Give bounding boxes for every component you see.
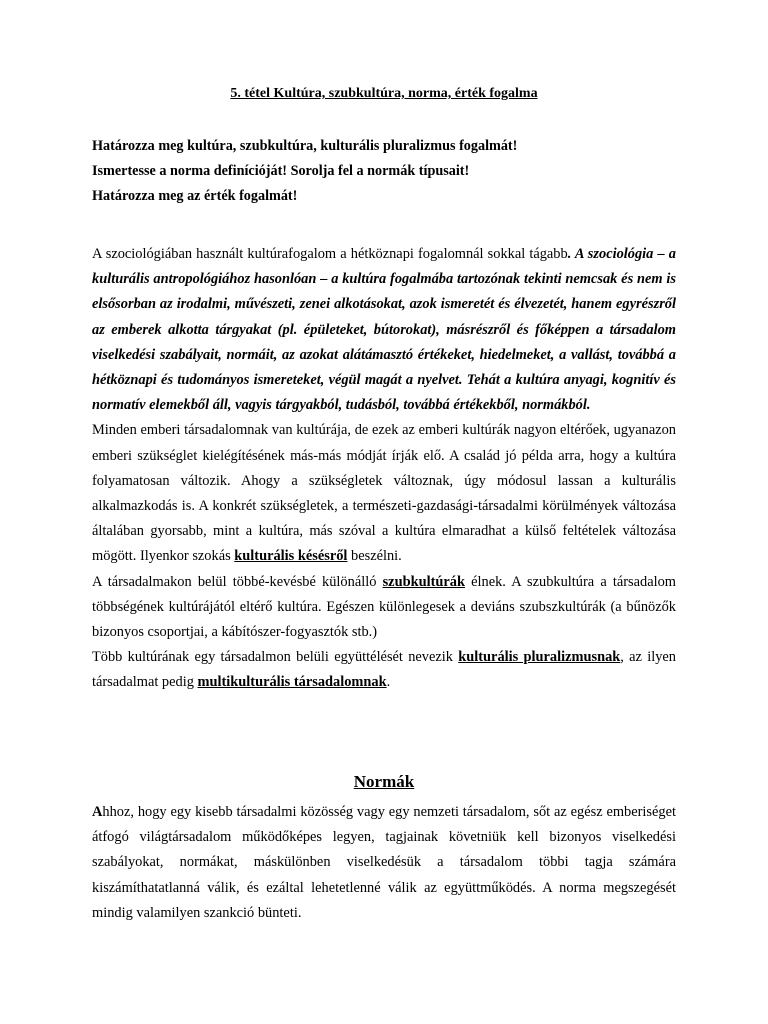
paragraph-text: hhoz, hogy egy kisebb társadalmi közösség vagy egy nemzeti társadalom, sőt az egész emberiséget átfogó világtársadalom működőképes legyen, tagjainak követniük kell bizonyos viselkedési szabályokat, normákat, máskülönben viselkedésük a társadalom többi tagja számára kiszámíthatatlanná válik, és ezáltal lehetetlenné válik az együttműködés. A norma megszegését mindig valamilyen szankció bünteti. <box>92 804 676 921</box>
section-heading-norms: Normák <box>353 772 415 791</box>
norms-section <box>92 800 676 926</box>
paragraph-tail: . <box>386 674 391 691</box>
culture-section <box>92 242 676 696</box>
paragraph-tail: élnek. A szubkultúra a társadalom többségének kultúrájától eltérő kultúra. Egészen különlegesek a deviáns szubszkultúrák (a bűnözők bizonyos csoportjai, a kábítószer-fogyasztók stb.) <box>92 573 677 641</box>
paragraph-text: Több kultúrának egy társadalmon belüli együttélését nevezik <box>92 649 459 666</box>
question-1: Határozza meg kultúra, szubkultúra, kulturális pluralizmus fogalmát! <box>92 138 518 154</box>
document-title: 5. tétel Kultúra, szubkultúra, norma, érték fogalma <box>230 86 538 101</box>
paragraph-text: Minden emberi társadalomnak van kultúrája, de ezek az emberi kultúrák nagyon eltérőek, ugyanazon emberi szükséglet kielégítésének más-más módját írják elő. A család jó példa arra, hogy a kultúra folyamatosan változik. Ahogy a szükségletek változnak, úgy módosul lassan a kulturális alkalmazkodás is. A konkrét szükségletek, a természeti-gazdasági-társadalmi körülmények változása általában gyorsabb, mint a kultúra, más szóval a kultúra elmaradhat a külső feltételek változása mögött. Ilyenkor szokás <box>92 422 676 565</box>
paragraph-cultural-lag <box>92 418 676 569</box>
paragraph-mid: , az ilyen társadalmat pedig <box>92 649 676 691</box>
term-subculture: szubkultúrák <box>382 573 465 590</box>
question-3: Határozza meg az érték fogalmát! <box>92 188 298 204</box>
exam-questions <box>92 134 676 209</box>
drop-letter: A <box>92 804 103 820</box>
paragraph-pluralism <box>92 645 676 695</box>
paragraph-norms <box>92 800 676 926</box>
paragraph-emphasis-text: . A szociológia – a kulturális antropológiához hasonlóan – a kultúra fogalmába tartozónak tekinti nemcsak és nem is elsősorban az irodalmi, művészeti, zenei alkotásokat, azok ismeretét és élvezetét, hanem egyrészről az emberek alkotta tárgyakat (pl. épületeket, bútorokat), másrészről és főképpen a társadalom viselkedési szabályait, normáit, az azokat alátámasztó értékeket, hiedelmeket, a vallást, továbbá a hétköznapi és tudományos ismereteket, végül magát a nyelvet. Tehát a kultúra anyagi, kognitív és normatív elemekből áll, vagyis tárgyakból, tudásból, továbbá értékekből, normákból. <box>92 246 676 414</box>
paragraph-subculture <box>92 570 676 646</box>
paragraph-text: A társadalmakon belül többé-kevésbé különálló <box>92 573 383 590</box>
paragraph-culture-definition <box>92 242 676 418</box>
paragraph-plain-text: A szociológiában használt kultúrafogalom a hétköznapi fogalomnál sokkal tágabb <box>92 246 568 262</box>
question-2: Ismertesse a norma definícióját! Sorolja fel a normák típusait! <box>92 163 470 179</box>
term-cultural-lag: kulturális késésről <box>234 548 348 565</box>
paragraph-tail: beszélni. <box>347 548 402 565</box>
term-multicultural-society: multikulturális társadalomnak <box>197 674 387 691</box>
term-cultural-pluralism: kulturális pluralizmusnak <box>458 649 621 666</box>
